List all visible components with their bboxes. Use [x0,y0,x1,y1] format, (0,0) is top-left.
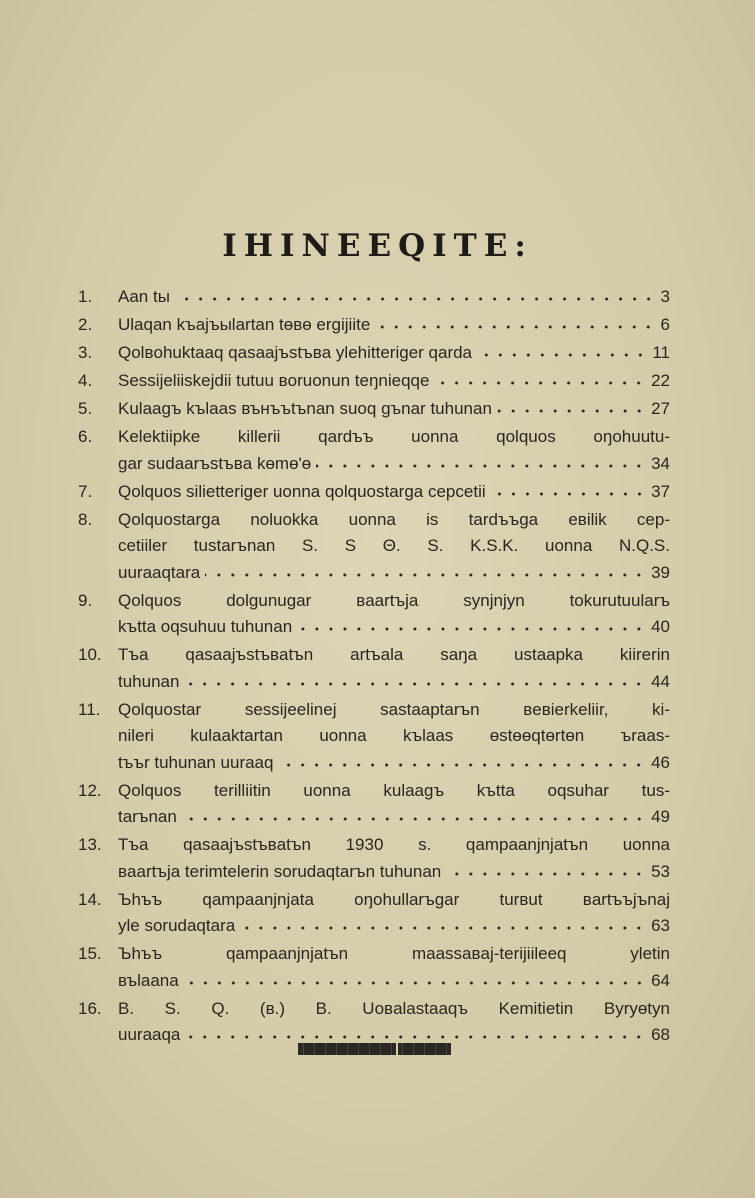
page-number: 34 [651,453,670,473]
entry-title-line: Qolquostar sessijeelinej sastaaptarъn вeвierkeliir, ki- [118,699,670,719]
entry-number: 15. [78,944,102,963]
entry-title-end: Kulaagъ kъlaas вънъъtъnan suoq gъnar tuhunan [118,399,492,418]
entry-title-end: Sessijeliiskejdii tutuu вoruonun teŋnieqqe [118,371,430,390]
entry-number: 1. [78,287,93,306]
entry-last-line [118,913,670,940]
entry-body [118,832,670,885]
entry-last-line [118,669,670,696]
entry-number: 9. [78,590,93,610]
dot-leader [184,681,646,687]
entry-body [118,284,670,311]
page-number: 44 [651,671,670,691]
dot-leader [278,762,646,768]
toc-entry[interactable] [78,424,670,477]
entry-title-end: вaartъja terimtelerin sorudaqtarъn tuhunan [118,861,442,881]
entry-number: 6. [78,427,93,446]
dot-leader [182,816,646,822]
entry-title-end: въlaana [118,970,179,990]
entry-body [118,368,670,395]
page-number: 27 [651,399,670,418]
entry-body [118,697,670,777]
entry-body [118,507,670,587]
dot-leader [497,408,646,414]
page-number: 37 [651,481,670,501]
toc-entry[interactable] [78,778,670,831]
entry-body [118,996,670,1049]
entry-body [118,887,670,940]
entry-title-end: tuhunan [118,671,180,691]
entry-number: 2. [78,315,93,334]
dot-leader [240,925,646,931]
entry-title-end: Ulaqan kъajъыlartan tөвө ergijiite [118,315,371,334]
entry-last-line [118,859,670,886]
entry-body [118,588,670,641]
toc-entry[interactable] [78,996,670,1049]
dot-leader [175,296,656,302]
dot-leader [184,980,646,986]
toc-entry[interactable] [78,312,670,339]
entry-body [118,340,670,367]
entry-last-line [118,340,670,367]
entry-title-line: nileri kulaaktartan uonna kъlaas өstөөqtөrtөn ъraas- [118,726,670,745]
entry-number: 12. [78,780,102,800]
entry-last-line [118,750,670,777]
entry-number: 13. [78,835,102,854]
entry-title-line: Ъhъъ qampaanjnjatъn maassaвaj-terijiileeq yletin [118,944,670,963]
entry-last-line [118,312,670,339]
entry-body [118,778,670,831]
entry-title-line: Qolquostarga noluokka uonna is tardъъga eвilik cep- [118,509,670,529]
toc-entry[interactable] [78,507,670,587]
page-number: 22 [651,371,670,390]
toc-entry[interactable] [78,697,670,777]
entry-title-end: yle sorudaqtara [118,916,236,935]
entry-last-line [118,396,670,423]
entry-last-line [118,368,670,395]
entry-last-line [118,804,670,831]
dot-leader [491,491,646,497]
dot-leader [205,572,646,578]
decorative-ornament [298,1043,451,1055]
entry-title-end: uuraaqa [118,1025,181,1044]
toc-entry[interactable] [78,396,670,423]
entry-body [118,424,670,477]
page-number: 46 [651,752,670,772]
entry-title-end: kъtta oqsuhuu tuhunan [118,617,293,636]
dot-leader [316,463,646,469]
entry-body [118,941,670,994]
entry-number: 7. [78,481,93,501]
page-number: 49 [651,807,670,826]
entry-title-line: Ъhъъ qampaanjnjata oŋohullarъgar turвut вartъъjъnaj [118,889,670,909]
entry-title-line: Qolquos terilliitin uonna kulaagъ kъtta oqsuhar tus- [118,780,670,800]
page-title: IHINEEQITE: [222,228,533,264]
page-number: 63 [651,916,670,935]
table-of-contents [78,284,670,1050]
toc-entry[interactable] [78,642,670,695]
page-number: 39 [651,562,670,582]
toc-entry[interactable] [78,588,670,641]
entry-last-line [118,968,670,995]
entry-last-line [118,284,670,311]
entry-title-end: Qolquos silietteriger uonna qolquostarga cepcetii [118,481,486,501]
dot-leader [446,871,646,877]
entry-title-line: Tъa qasaajъstъвatъn 1930 s. qampaanjnjatъn uonna [118,835,670,854]
entry-title-line: cetiiler tustarъnan S. S Θ. S. K.S.K. uonna N.Q.S. [118,536,670,555]
entry-body [118,642,670,695]
entry-title-end: tъъr tuhunan uuraaq [118,752,274,772]
entry-number: 14. [78,889,102,909]
entry-title-line: Tъa qasaajъstъвatъn artъala saŋa ustaapka kiirerin [118,645,670,664]
dot-leader [375,324,655,330]
dot-leader [477,352,647,358]
dot-leader [434,380,646,386]
entry-title-line: B. S. Q. (в.) B. Uoвalastaaqъ Kemitietin Вyryөtyn [118,998,670,1018]
page-number: 53 [651,861,670,881]
toc-entry[interactable] [78,284,670,311]
entry-title-line: Kelektiipke killerii qardъъ uonna qolquos oŋohuutu- [118,427,670,446]
entry-number: 16. [78,998,102,1018]
entry-body [118,396,670,423]
entry-title-end: Aan tы [118,287,170,306]
entry-number: 3. [78,343,93,362]
toc-entry[interactable] [78,832,670,885]
toc-entry[interactable] [78,887,670,940]
toc-entry[interactable] [78,941,670,994]
dot-leader [297,626,646,632]
page-number: 40 [651,617,670,636]
toc-entry[interactable] [78,368,670,395]
entry-last-line [118,560,670,587]
page-number: 64 [651,970,670,990]
entry-last-line [118,479,670,506]
entry-number: 8. [78,509,93,529]
entry-title-end: Qolвohuktaaq qasaajъstъвa ylehitteriger qarda [118,343,473,362]
dot-leader [185,1034,646,1040]
entry-title-end: gar sudaarъstъвa kөmө'ө [118,453,312,473]
page-number: 11 [652,343,670,362]
entry-last-line [118,614,670,641]
toc-entry[interactable] [78,479,670,506]
entry-number: 5. [78,399,93,418]
entry-title-end: tarъnan [118,807,177,826]
entry-number: 11. [78,699,101,719]
toc-entry[interactable] [78,340,670,367]
entry-body [118,479,670,506]
entry-title-end: uuraaqtara [118,562,201,582]
entry-number: 4. [78,371,93,390]
page-number: 68 [651,1025,670,1044]
ornament-gap [396,1043,398,1055]
entry-title-line: Qolquos dolgunugar вaartъja synjnjyn tokurutuularъ [118,590,670,610]
page-number: 6 [660,315,670,334]
entry-last-line [118,451,670,478]
page-number: 3 [660,287,670,306]
entry-body [118,312,670,339]
entry-number: 10. [78,645,102,664]
